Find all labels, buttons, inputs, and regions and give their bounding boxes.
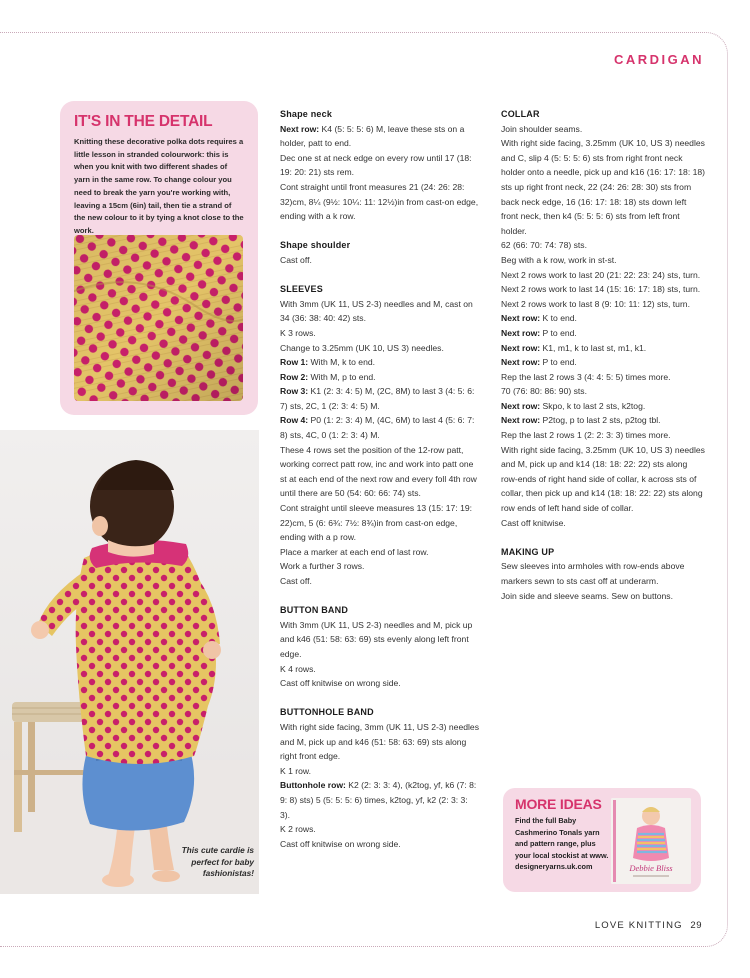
- photo-caption: This cute cardie is perfect for baby fashionistas!: [181, 845, 254, 878]
- baby-cardigan-photo: [0, 430, 259, 894]
- more-ideas-body: Find the full Baby Cashmerino Tonals yarn and pattern range, plus your local stockist at www. designeryarns.uk.com: [515, 816, 609, 872]
- instruction-line: Change to 3.25mm (UK 10, US 3) needles.: [280, 342, 444, 353]
- instruction-line: Rep the last 2 rows 1 (2: 2: 3: 3) times more.: [501, 430, 671, 441]
- instruction-line: With right side facing, 3.25mm (UK 10, US 3) needles and M, pick up and k14 (18: 18: 22: 22) sts along row-ends of right hand side of collar, k across sts of collar, then pick up and k14 (18: 18: 22: 22) sts along row ends of left hand side of collar.: [501, 444, 705, 514]
- instruction-line: Next row: Skpo, k to last 2 sts, k2tog.: [501, 400, 646, 411]
- instruction-line: Next row: P to end.: [501, 357, 577, 368]
- instruction-line: 70 (76: 80: 86: 90) sts.: [501, 386, 587, 397]
- instruction-line: Cont straight until front measures 21 (24: 26: 28: 32)cm, 8¼ (9½: 10¼: 11: 12½)in from cast-on edge, ending with a k row.: [280, 181, 479, 222]
- instruction-line: With right side facing, 3.25mm (UK 10, US 3) needles and C, slip 4 (5: 5: 5: 6) sts from right front neck holder onto a needle, pick up and k16 (16: 17: 18: 18) sts up right front neck, 22 (24: 26: 28: 30) sts from back neck edge, 16 (16: 17: 18: 18) sts down left front neck, then k4 (5: 5: 5: 6) sts from left front holder.: [501, 138, 706, 236]
- section-heading: Shape shoulder: [280, 240, 351, 251]
- instruction-line: Next row: K1, m1, k to last st, m1, k1.: [501, 342, 647, 353]
- instruction-line: Sew sleeves into armholes with row-ends above markers sewn to sts cast off at underarm.: [501, 561, 685, 586]
- page-number: 29: [690, 920, 702, 931]
- instruction-line: K 2 rows.: [280, 824, 316, 835]
- instruction-line: Rep the last 2 rows 3 (4: 4: 5: 5) times more.: [501, 371, 671, 382]
- instruction-line: Next row: P2tog, p to last 2 sts, p2tog tbl.: [501, 415, 661, 426]
- instruction-line: Cast off knitwise.: [501, 517, 566, 528]
- instruction-line: Cont straight until sleeve measures 13 (15: 17: 19: 22)cm, 5 (6: 6¾: 7½: 8¾)in from cast-on edge, ending with a p row.: [280, 503, 473, 543]
- instruction-line: Next row: P to end.: [501, 327, 577, 338]
- instruction-line: 62 (66: 70: 74: 78) sts.: [501, 240, 587, 251]
- instruction-line: Next row: K to end.: [501, 313, 577, 324]
- instruction-line: Cast off.: [280, 576, 312, 586]
- instruction-line: K 4 rows.: [280, 663, 316, 674]
- instruction-line: Row 1: With M, k to end.: [280, 357, 376, 368]
- instruction-line: With 3mm (UK 11, US 2-3) needles and M, cast on 34 (36: 38: 40: 42) sts.: [280, 298, 473, 324]
- instruction-line: Next 2 rows work to last 20 (21: 22: 23: 24) sts, turn.: [501, 269, 701, 280]
- section-heading: SLEEVES: [280, 284, 323, 295]
- section-heading: BUTTONHOLE BAND: [280, 707, 374, 718]
- instruction-line: With right side facing, 3mm (UK 11, US 2-3) needles and M, pick up and k46 (51: 58: 63: 69) sts along right front edge.: [280, 721, 480, 762]
- more-ideas-box: [503, 788, 701, 892]
- polka-dot-knit-photo: [74, 235, 243, 401]
- instruction-line: Join side and sleeve seams. Sew on buttons.: [501, 590, 673, 601]
- section-title: CARDIGAN: [613, 52, 704, 67]
- instruction-line: Cast off knitwise on wrong side.: [280, 678, 401, 689]
- detail-heading: IT'S IN THE DETAIL: [74, 113, 213, 130]
- instruction-line: K 3 rows.: [280, 327, 316, 338]
- pattern-book-illustration: [611, 798, 691, 884]
- instruction-line: Cast off knitwise on wrong side.: [280, 838, 401, 849]
- instruction-line: Next 2 rows work to last 14 (15: 16: 17: 18) sts, turn.: [501, 284, 701, 295]
- polka-dot-knit-illustration: [74, 235, 243, 401]
- instruction-line: Work a further 3 rows.: [280, 561, 365, 572]
- page-footer: [595, 920, 702, 931]
- detail-body: Knitting these decorative polka dots requires a little lesson in stranded colourwork: this is when you knit with two different shades of yarn in the same row. To change colour you need to break the yarn you're working with, leaving a 15cm (6in) tail, then tie a strand of the new colour to it by tying a knot close to the work.: [74, 137, 244, 235]
- magazine-name: LOVE KNITTING: [594, 920, 683, 931]
- instruction-line: Buttonhole row: K2 (2: 3: 3: 4), (k2tog, yf, k6 (7: 8: 9: 8) sts) 5 (5: 5: 5: 6) times, k2tog, yf, k2 (2: 3: 3: 3).: [280, 780, 477, 820]
- instruction-line: Place a marker at each end of last row.: [280, 546, 429, 557]
- section-heading: Shape neck: [280, 109, 333, 119]
- instruction-line: Cast off.: [280, 254, 312, 265]
- section-heading: COLLAR: [501, 109, 540, 119]
- baby-illustration: [0, 430, 259, 894]
- instructions-column-middle: [280, 107, 480, 851]
- instruction-line: Dec one st at neck edge on every row until 17 (18: 19: 20: 21) sts rem.: [280, 152, 472, 178]
- instruction-line: Join shoulder seams.: [501, 123, 583, 134]
- book-title: Debbie Bliss: [629, 863, 673, 873]
- instruction-line: K 1 row.: [280, 765, 312, 776]
- instruction-line: These 4 rows set the position of the 12-row patt, working correct patt row, inc and work into patt one st at each end of the next row and every foll 4th row until there are 50 (54: 60: 66: 74) sts.: [280, 444, 477, 499]
- instruction-line: Row 3: K1 (2: 3: 4: 5) M, (2C, 8M) to last 3 (4: 5: 6: 7) sts, 2C, 1 (2: 3: 4: 5) M.: [280, 386, 475, 411]
- instructions-column-right: [501, 107, 705, 603]
- instruction-line: Row 2: With M, p to end.: [280, 371, 376, 382]
- more-ideas-heading: MORE IDEAS: [515, 796, 602, 812]
- instruction-line: Row 4: P0 (1: 2: 3: 4) M, (4C, 6M) to last 4 (5: 6: 7: 8) sts, 4C, 0 (1: 2: 3: 4) M.: [280, 415, 475, 441]
- instruction-line: Next 2 rows work to last 8 (9: 10: 11: 12) sts, turn.: [501, 298, 690, 309]
- section-heading: BUTTON BAND: [280, 605, 349, 616]
- section-heading: MAKING UP: [501, 546, 555, 557]
- instruction-line: Beg with a k row, work in st-st.: [501, 254, 617, 265]
- detail-box: [60, 101, 258, 415]
- instruction-line: With 3mm (UK 11, US 2-3) needles and M, pick up and k46 (51: 58: 63: 69) sts evenly along left front edge.: [280, 619, 473, 659]
- instruction-line: Next row: K4 (5: 5: 5: 6) M, leave these sts on a holder, patt to end.: [280, 123, 465, 149]
- pattern-book-cover: [611, 798, 691, 884]
